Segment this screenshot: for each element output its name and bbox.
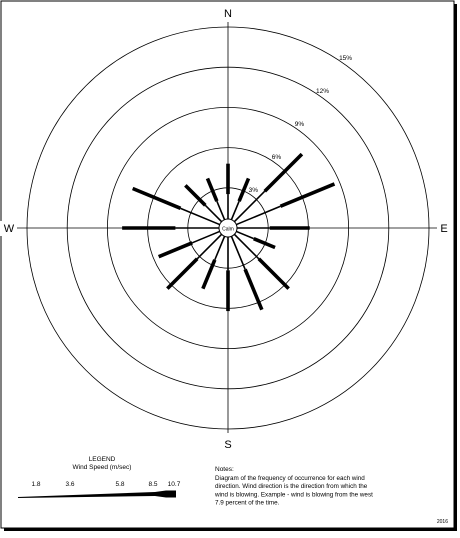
ring-label: 12% — [316, 88, 330, 96]
notes-line: 7.9 percent of the time. — [215, 499, 280, 507]
legend-speed-class: 8.5 — [148, 481, 158, 488]
notes-line: direction. Wind direction is the direction from which the — [215, 483, 368, 491]
notes-line: Diagram of the frequency of occurrence for each wind — [215, 475, 365, 482]
calm-label: Calm — [222, 226, 234, 233]
legend-speed-class: 10.7 — [167, 481, 181, 488]
notes-title: Notes: — [215, 466, 234, 473]
legend-speed-class: 1.8 — [31, 481, 41, 488]
legend-subtitle: Wind Speed (m/sec) — [72, 464, 132, 471]
legend-speed-class: 5.8 — [115, 481, 125, 488]
figure-id: 2016 — [436, 519, 448, 525]
ring-label: 3% — [248, 186, 259, 194]
legend-title: LEGEND — [88, 456, 116, 463]
compass-n: N — [224, 8, 232, 20]
notes-line: wind is blowing. Example - wind is blowing from the west — [215, 491, 373, 499]
ring-label: 6% — [271, 153, 282, 161]
compass-s: S — [224, 439, 232, 451]
compass-e: E — [440, 223, 448, 235]
ring-label: 9% — [294, 120, 305, 128]
compass-w: W — [3, 223, 15, 235]
ring-label: 15% — [339, 55, 353, 63]
legend-speed-class: 3.6 — [65, 481, 75, 488]
